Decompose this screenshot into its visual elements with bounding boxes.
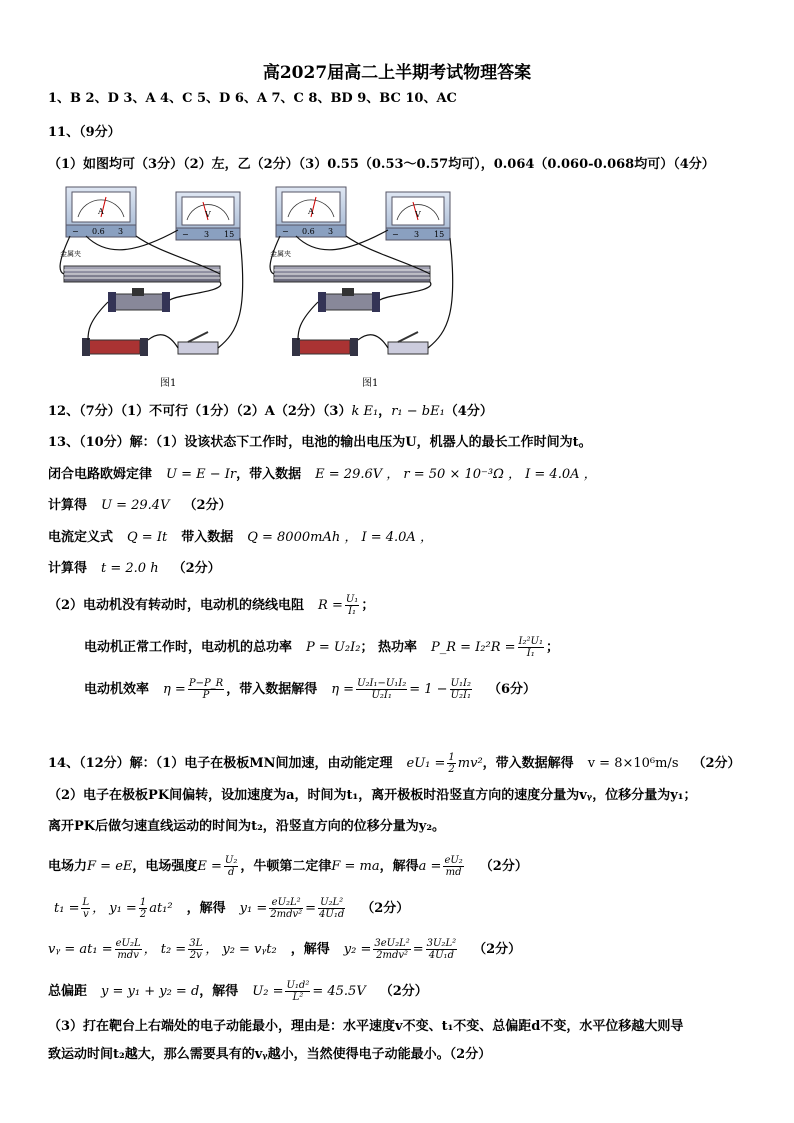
q13-line6 (48, 594, 374, 617)
q14-l6-num5: 3U₂L² (426, 938, 457, 949)
q14-l5-eq2: ， y₁ = (92, 901, 137, 916)
q14-line6 (48, 938, 521, 961)
q14-l7-den: L² (292, 992, 304, 1003)
q13-l3-eq: U = 29.4V (101, 498, 170, 513)
q13-l4-eq: Q = It (127, 530, 168, 545)
q14-l7-eq3: = 45.5V (312, 984, 366, 999)
q14-line5 (54, 897, 409, 920)
voltmeter (176, 192, 240, 240)
q14-line1 (48, 752, 741, 775)
q13-l4-mid: 带入数据 (181, 530, 234, 545)
q14-l6-num2: 3L (189, 938, 203, 949)
q13-l6-text: （2）电动机没有转动时，电动机的绕线电阻 (48, 598, 305, 613)
q13-l3-label: 计算得 (48, 498, 88, 513)
q14-l5-frac5 (318, 897, 345, 920)
q14-line8: （3）打在靶台上右端处的电子动能最小，理由是：水平速度v不变、t₁不变、总偏距d不变，水平位移越大则导 (48, 1019, 684, 1034)
q14-l5-frac4 (269, 897, 303, 920)
q14-l7-frac (285, 980, 310, 1003)
q13-l8-eq3: = 1 − (409, 682, 448, 697)
q11-header: 11、（9分） (48, 125, 121, 140)
q14-l4-num2: eU₂ (444, 855, 463, 866)
q13-l7-text: 电动机正常工作时，电动机的总功率 (84, 640, 293, 655)
q14-l4-a: 电场力 (48, 859, 88, 874)
choice-answers: 1、B 2、D 3、A 4、C 5、D 6、A 7、C 8、BD 9、BC 10、AC (48, 91, 457, 106)
battery (82, 338, 148, 356)
q14-l4-frac2 (443, 855, 463, 878)
q13-l5-eq: t = 2.0 h (101, 561, 159, 576)
q14-l4-frac (224, 855, 238, 878)
q14-l6-mid: ，解得 (290, 942, 330, 957)
q12-prefix: 12、（7分）（1）不可行（1分）（2）A（2分）（3） (48, 404, 352, 419)
q13-l8-frac2 (356, 678, 407, 701)
q14-l5-num2: 1 (139, 897, 147, 908)
q13-l4-data: Q = 8000mAh ， I = 4.0A ， (247, 530, 433, 545)
q13-l5-score: （2分） (172, 561, 221, 576)
voltmeter-range-low-2: 3 (414, 230, 420, 239)
q13-line3 (48, 497, 232, 515)
q14-l4-eq1: F = eE (87, 859, 133, 874)
q14-line7 (48, 980, 428, 1003)
q14-line4 (48, 855, 528, 878)
q12-expr1: k E₁ (351, 404, 379, 419)
q14-l4-num: U₂ (224, 855, 238, 866)
q13-l3-score: （2分） (183, 498, 232, 513)
q13-l7-eq2: P_R = I₂²R = (430, 640, 516, 655)
q14-l4-den2: md (445, 867, 462, 878)
q13-l7-end: ； (545, 640, 559, 655)
page-title: 高2027届高二上半期考试物理答案 (262, 63, 532, 83)
voltmeter-range-low: 3 (204, 230, 210, 239)
voltmeter-range-high: 15 (224, 230, 235, 239)
q14-l4-score: （2分） (479, 859, 528, 874)
q12-answer (48, 403, 493, 421)
q13-l6-end: ； (361, 598, 375, 613)
q13-line5 (48, 560, 221, 578)
circuit-figures (48, 182, 478, 372)
ammeter-symbol-2: A (308, 207, 314, 216)
q14-l5-score: （2分） (361, 901, 410, 916)
q13-l2-eq: U = E − Ir (166, 467, 237, 482)
q13-l8-frac3 (450, 678, 472, 701)
q14-l1-mid: ，带入数据解得 (482, 756, 574, 771)
voltmeter-range-high-2: 15 (434, 230, 445, 239)
q14-l6-eq1: vᵧ = at₁ = (48, 942, 113, 957)
q11-answer: （1）如图均可（3分）（2）左，乙（2分）（3）0.55（0.53～0.57均可），0.064（0.060-0.068均可）（4分） (48, 157, 715, 172)
q14-l5-den4: 2mdv² (270, 909, 303, 920)
q14-l1-num: 1 (448, 752, 455, 763)
q13-l8-text: 电动机效率 (84, 682, 150, 697)
q13-l7-den: I₁ (526, 648, 535, 659)
ammeter-symbol: A (98, 207, 104, 216)
q13-l6-num: U₁ (345, 594, 359, 605)
q14-l5-num4: eU₂L² (269, 897, 303, 909)
q13-l8-num3: U₁I₂ (450, 678, 471, 689)
q13-l8-frac (188, 678, 224, 701)
voltmeter-symbol: V (205, 210, 211, 219)
q13-l7-num: I₂²U₁ (518, 636, 543, 647)
ammeter-range-low-2: 0.6 (302, 227, 315, 236)
resistance-wire-board (64, 266, 220, 282)
q14-l1-text: 14、（12分）解：（1）电子在极板MN间加速，由动能定理 (48, 756, 393, 771)
q14-l5-eq3: at₁² (149, 901, 173, 916)
q12-sep: ， (378, 404, 392, 419)
ammeter-minus-2: − (282, 227, 289, 236)
figure-caption-1: 图1 (160, 378, 177, 389)
q13-l2-mid: ，带入数据 (236, 467, 302, 482)
ammeter-range-high-2: 3 (328, 227, 334, 236)
q13-l8-lhs: η = (163, 682, 186, 697)
q14-l5-mid: ，解得 (186, 901, 226, 916)
q14-l6-den1: mdv (117, 950, 139, 961)
q13-l4-label: 电流定义式 (48, 530, 114, 545)
q14-l7-a: 总偏距 (48, 984, 88, 999)
figure-caption-2: 图1 (362, 378, 379, 389)
q13-l8-den3: U₂I₁ (450, 690, 471, 701)
q12-suffix: （4分） (444, 404, 493, 419)
q14-l5-eq4: y₁ = (239, 901, 268, 916)
q14-l6-eq5: = (412, 942, 424, 957)
q14-l5-eq1: t₁ = (54, 901, 80, 916)
q14-l6-eq2: ， t₂ = (143, 942, 187, 957)
q14-l5-num5: U₂L² (318, 897, 345, 909)
ammeter-range-low: 0.6 (92, 227, 105, 236)
q14-l6-den4: 2mdv² (376, 950, 408, 961)
q13-l2-label: 闭合电路欧姆定律 (48, 467, 153, 482)
q14-l6-num1: eU₂L (115, 938, 141, 949)
q13-l8-den2: U₂I₁ (371, 690, 392, 701)
q14-l5-den1: v (82, 909, 89, 920)
q14-l1-score: （2分） (692, 756, 741, 771)
q14-l7-num: U₁d² (286, 980, 310, 991)
q14-line2: （2）电子在极板PK间偏转，设加速度为a，时间为t₁，离开极板时沿竖直方向的速度分量为vᵧ，位移分量为y₁； (48, 788, 697, 803)
q14-l4-eq3: F = ma (331, 859, 380, 874)
voltmeter-symbol-2: V (415, 210, 421, 219)
q14-l7-eq1: y = y₁ + y₂ = d (101, 984, 200, 999)
q13-l8-num: P−P_R (188, 678, 224, 689)
q14-l5-frac2 (139, 897, 147, 920)
q12-expr2: r₁ − bE₁ (391, 404, 445, 419)
q14-l5-eq5: = (305, 901, 317, 916)
q14-l6-den2: 2v (189, 950, 202, 961)
q14-l1-res: v = 8×10⁶m/s (587, 756, 679, 771)
q14-line9: 致运动时间t₂越大，那么需要具有的vᵧ越小，当然使得电子动能最小。（2分） (48, 1047, 492, 1062)
circuit-diagram-2 (270, 187, 453, 356)
voltmeter-minus-2: − (392, 230, 399, 239)
q14-l6-den5: 4U₁d (428, 950, 454, 961)
q13-l8-mid: ，带入数据解得 (226, 682, 318, 697)
q14-l1-den: 2 (448, 764, 455, 775)
clip-label: 金属夹 (60, 250, 81, 258)
q13-l6-den: I₁ (348, 606, 357, 617)
q14-l7-score: （2分） (379, 984, 428, 999)
q13-line8 (84, 678, 536, 701)
q14-l4-den: d (227, 867, 235, 878)
q14-l4-eq2: E = (197, 859, 222, 874)
q13-line2 (48, 466, 597, 484)
q14-l6-frac4 (373, 938, 410, 961)
clip-label-2: 金属夹 (270, 250, 291, 258)
q13-l7-frac (518, 636, 544, 659)
q14-l5-den2: 2 (139, 909, 147, 920)
q14-l5-num1: L (82, 897, 90, 908)
q13-l6-lhs: R = (318, 598, 343, 613)
q13-line1: 13、（10分）解：（1）设该状态下工作时，电池的输出电压为U，机器人的最长工作时间为t。 (48, 435, 592, 450)
q14-l4-b: ，电场强度 (132, 859, 198, 874)
q13-l8-score: （6分） (487, 682, 537, 697)
q14-l7-eq2: U₂ = (252, 984, 284, 999)
q14-l6-score: （2分） (473, 942, 522, 957)
q13-line7 (84, 636, 559, 659)
q13-l6-frac (345, 594, 359, 617)
q14-l6-eq3: ， y₂ = vᵧt₂ (205, 942, 277, 957)
q14-l1-frac (447, 752, 455, 775)
q14-l4-c: ，牛顿第二定律 (240, 859, 332, 874)
q13-l5-label: 计算得 (48, 561, 88, 576)
q14-l6-frac1 (115, 938, 142, 961)
q14-l6-num4: 3eU₂L² (374, 938, 410, 949)
q13-l8-den: P (202, 690, 210, 701)
q13-l2-data: E = 29.6V ， r = 50 × 10⁻³Ω ， I = 4.0A ， (315, 467, 597, 482)
q14-l6-eq4: y₂ = (343, 942, 372, 957)
q13-line4 (48, 529, 433, 547)
switch (178, 332, 218, 354)
ammeter-minus: − (72, 227, 79, 236)
q14-line3: 离开PK后做匀速直线运动的时间为t₂，沿竖直方向的位移分量为y₂。 (48, 819, 446, 834)
ammeter-range-high: 3 (118, 227, 124, 236)
q14-l1-eq: eU₁ = (406, 756, 446, 771)
rheostat (108, 288, 170, 312)
q14-l4-eq4: a = (418, 859, 442, 874)
q13-l8-num2: U₂I₁−U₁I₂ (357, 678, 407, 689)
q13-l7-eq: P = U₂I₂ (306, 640, 361, 655)
q14-l5-frac1 (81, 897, 90, 920)
q14-l5-den5: 4U₁d (319, 909, 345, 920)
ammeter (66, 187, 136, 237)
q13-l7-mid: ； 热功率 (360, 640, 417, 655)
q14-l6-frac2 (188, 938, 203, 961)
voltmeter-minus: − (182, 230, 189, 239)
circuit-diagram-1 (60, 187, 243, 356)
q14-l4-d: ，解得 (379, 859, 419, 874)
q14-l1-eq2: mv² (457, 756, 483, 771)
q14-l7-b: ，解得 (199, 984, 239, 999)
q14-l6-frac5 (426, 938, 457, 961)
q13-l8-lhs2: η = (331, 682, 355, 697)
